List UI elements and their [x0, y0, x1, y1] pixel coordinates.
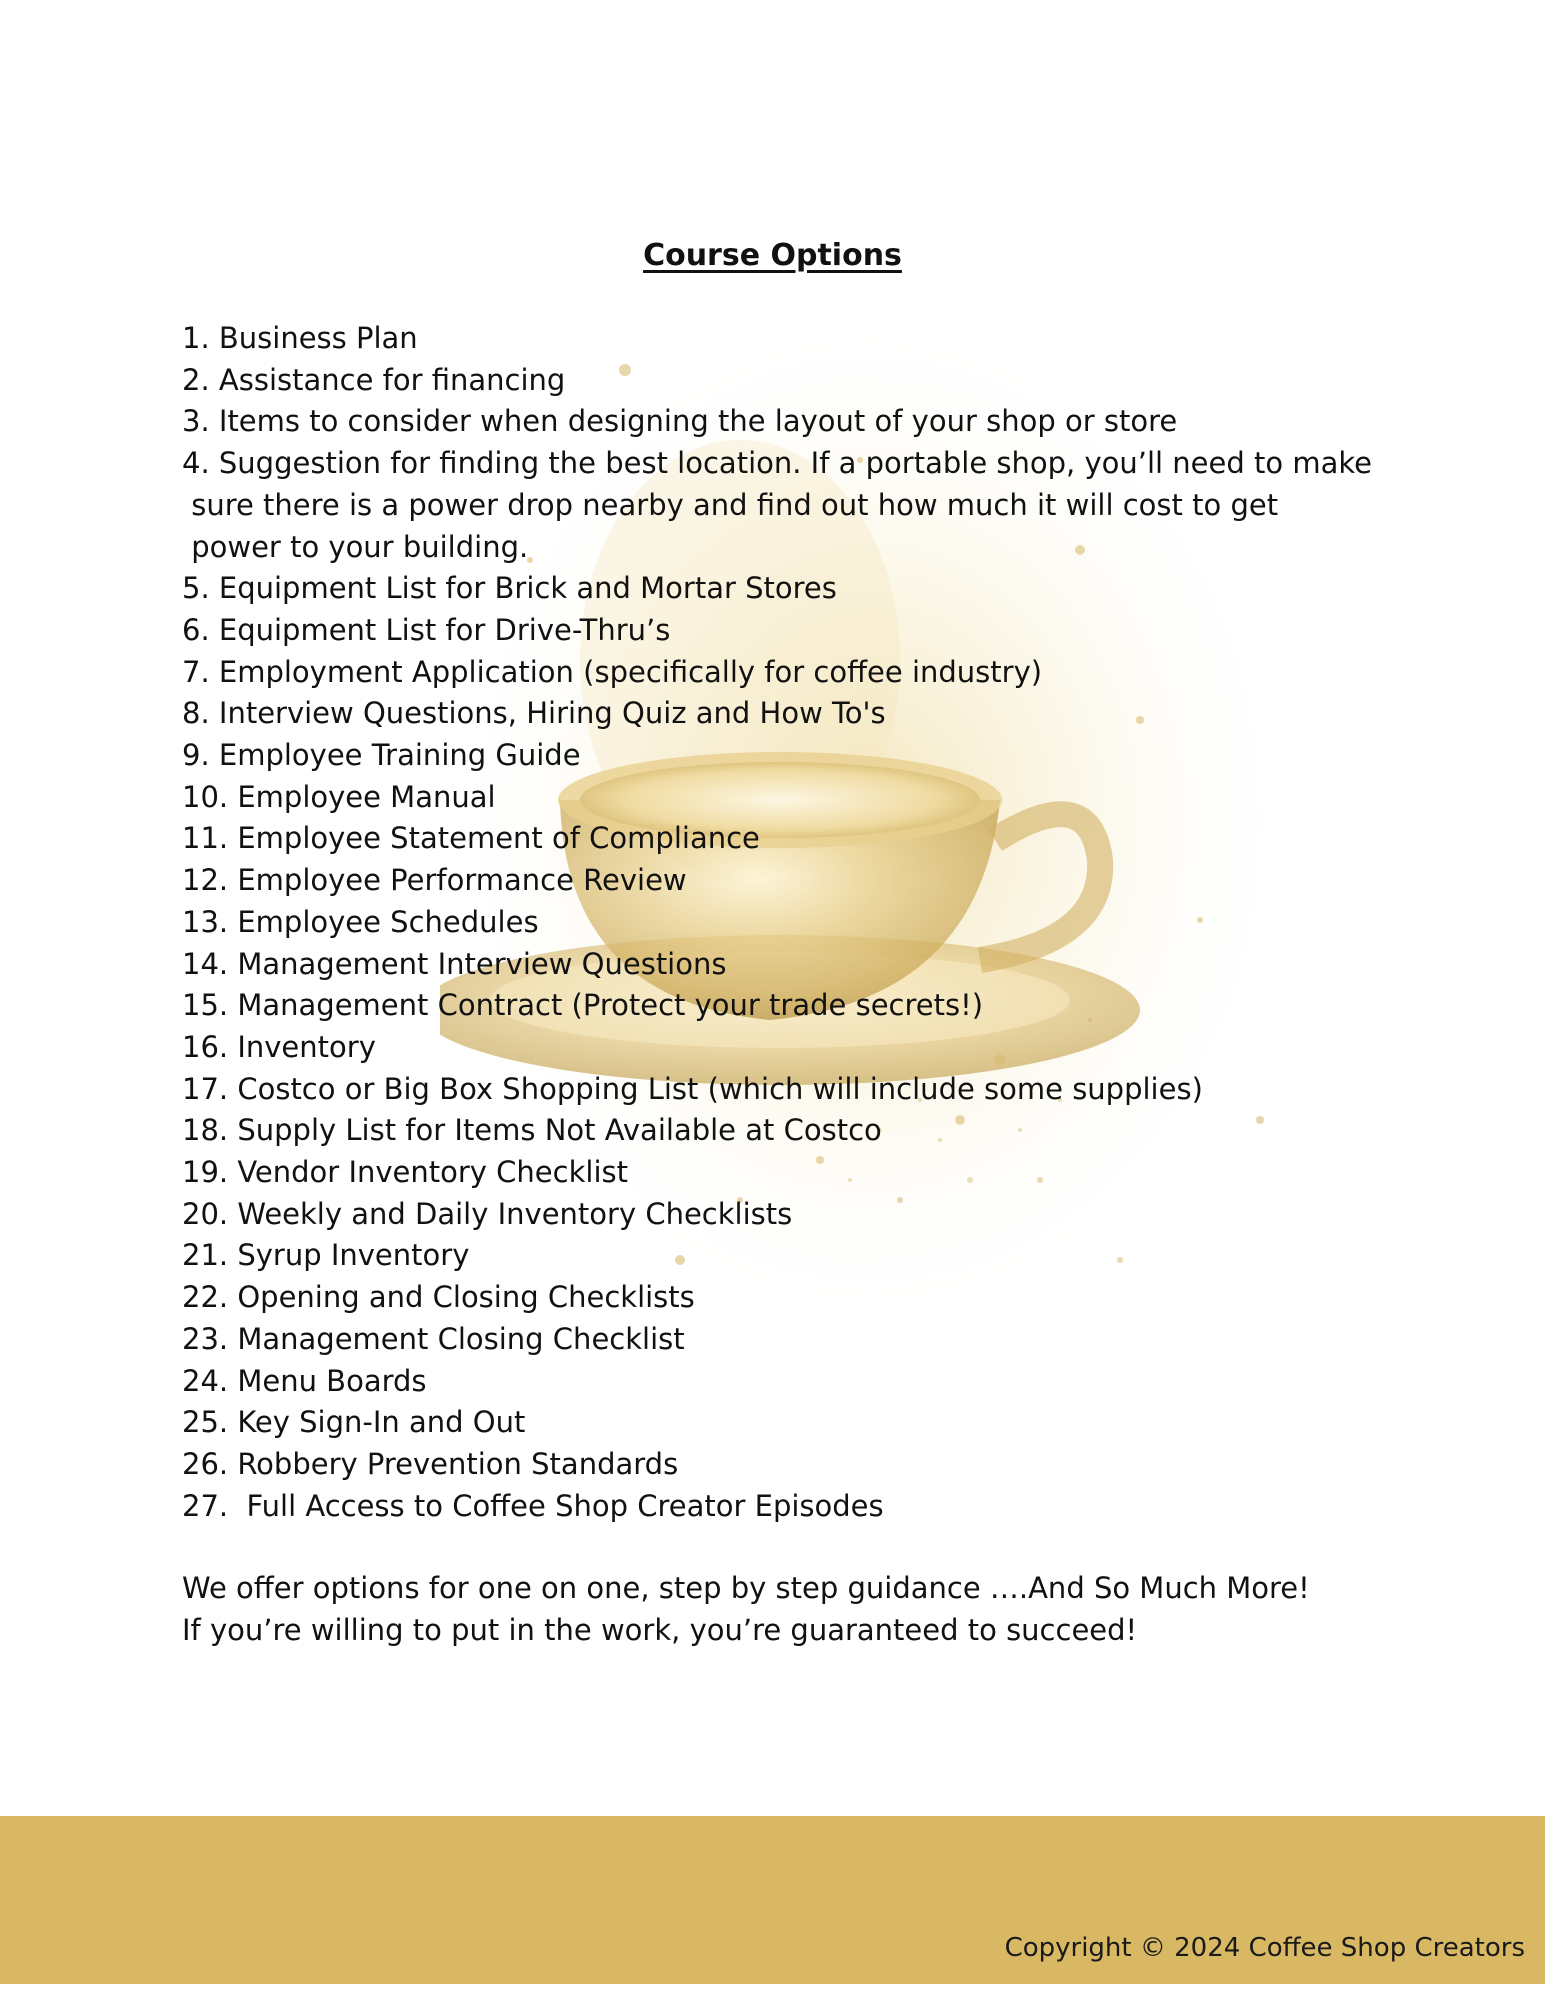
closing-line-1: We offer options for one on one, step by step guidance ….And So Much More!	[182, 1571, 1310, 1605]
list-item: 20. Weekly and Daily Inventory Checklists	[182, 1196, 793, 1231]
list-item: power to your building.	[182, 529, 529, 564]
list-item: 9. Employee Training Guide	[182, 738, 581, 773]
list-item: 25. Key Sign-In and Out	[182, 1405, 526, 1440]
list-item: 8. Interview Questions, Hiring Quiz and How To's	[182, 696, 886, 731]
list-item: sure there is a power drop nearby and find out how much it will cost to get	[182, 487, 1279, 522]
list-item: 2. Assistance for financing	[182, 362, 566, 397]
closing-message	[182, 1568, 1432, 1651]
footer-band	[0, 1816, 1545, 1984]
list-item: 23. Management Closing Checklist	[182, 1321, 685, 1356]
list-item: 4. Suggestion for finding the best location. If a portable shop, you’ll need to make	[182, 446, 1372, 481]
list-item: 3. Items to consider when designing the layout of your shop or store	[182, 404, 1178, 439]
list-item: 21. Syrup Inventory	[182, 1238, 470, 1273]
list-item: 27. Full Access to Coffee Shop Creator Episodes	[182, 1488, 884, 1523]
list-item: 7. Employment Application (specifically for coffee industry)	[182, 654, 1043, 689]
list-item: 12. Employee Performance Review	[182, 863, 687, 898]
list-item: 19. Vendor Inventory Checklist	[182, 1155, 628, 1190]
list-item: 17. Costco or Big Box Shopping List (which will include some supplies)	[182, 1071, 1203, 1106]
list-item: 10. Employee Manual	[182, 779, 496, 814]
page-title: Course Options	[643, 238, 902, 273]
list-item: 1. Business Plan	[182, 321, 418, 355]
list-item: 26. Robbery Prevention Standards	[182, 1446, 679, 1481]
list-item: 5. Equipment List for Brick and Mortar Stores	[182, 571, 837, 606]
list-item: 14. Management Interview Questions	[182, 946, 727, 981]
closing-line-2: If you’re willing to put in the work, you’re guaranteed to succeed!	[182, 1612, 1138, 1647]
list-item: 22. Opening and Closing Checklists	[182, 1280, 695, 1315]
list-item: 13. Employee Schedules	[182, 904, 539, 939]
list-item: 18. Supply List for Items Not Available at Costco	[182, 1113, 882, 1148]
list-item: 16. Inventory	[182, 1029, 376, 1064]
list-item: 24. Menu Boards	[182, 1363, 427, 1398]
list-item: 6. Equipment List for Drive-Thru’s	[182, 612, 671, 647]
list-item: 15. Management Contract (Protect your trade secrets!)	[182, 988, 984, 1023]
course-list	[182, 318, 1412, 1527]
copyright-text: Copyright © 2024 Coffee Shop Creators	[1004, 1933, 1525, 1963]
list-item: 11. Employee Statement of Compliance	[182, 821, 760, 856]
